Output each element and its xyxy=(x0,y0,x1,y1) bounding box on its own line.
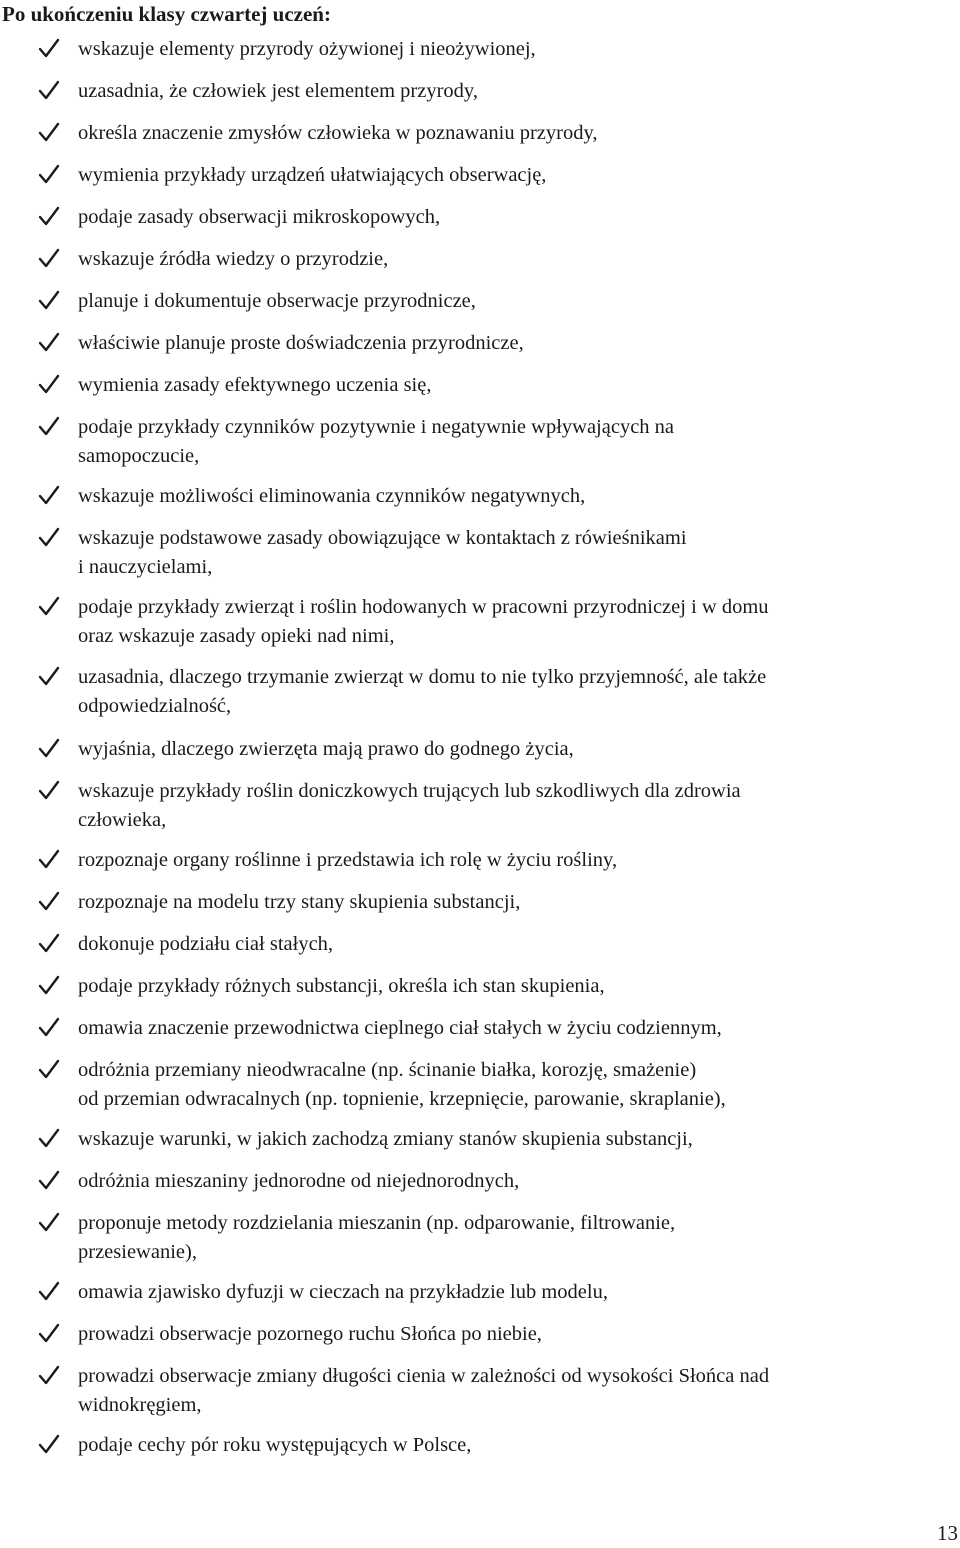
page-number: 13 xyxy=(937,1521,958,1545)
list-item-text xyxy=(78,972,948,1001)
list-item-line: odpowiedzialność, xyxy=(78,695,232,717)
list-item-line: wymienia zasady efektywnego uczenia się, xyxy=(78,374,432,396)
checkmark-icon xyxy=(38,484,60,506)
list-item-line: wskazuje źródła wiedzy o przyrodzie, xyxy=(78,248,389,270)
checkmark-icon xyxy=(38,1169,60,1191)
list-item-text xyxy=(78,482,948,511)
list-item-line: wskazuje możliwości eliminowania czynników negatywnych, xyxy=(78,485,586,507)
checkmark-icon xyxy=(38,737,60,759)
list-item-text xyxy=(78,329,948,358)
checkmark-icon xyxy=(38,289,60,311)
list-item-line: wskazuje elementy przyrody ożywionej i nieożywionej, xyxy=(78,38,536,60)
list-item-line: wskazuje warunki, w jakich zachodzą zmiany stanów skupienia substancji, xyxy=(78,1128,693,1150)
list-item-line: uzasadnia, że człowiek jest elementem przyrody, xyxy=(78,80,478,102)
checkmark-icon xyxy=(38,779,60,801)
checkmark-icon xyxy=(38,1322,60,1344)
list-item-line: wyjaśnia, dlaczego zwierzęta mają prawo do godnego życia, xyxy=(78,738,574,760)
list-item-text xyxy=(78,1014,948,1043)
checkmark-icon xyxy=(38,121,60,143)
list-item-line: dokonuje podziału ciał stałych, xyxy=(78,933,334,955)
list-item-line: podaje zasady obserwacji mikroskopowych, xyxy=(78,206,441,228)
list-item-line: od przemian odwracalnych (np. topnienie, krzepnięcie, parowanie, skraplanie), xyxy=(78,1088,726,1110)
list-item-text xyxy=(78,77,948,106)
list-item-line: samopoczucie, xyxy=(78,445,200,467)
checkmark-icon xyxy=(38,665,60,687)
list-item-text xyxy=(78,1167,948,1196)
list-item-text xyxy=(78,593,948,651)
list-item-line: wymienia przykłady urządzeń ułatwiających obserwację, xyxy=(78,164,547,186)
checkmark-icon xyxy=(38,373,60,395)
checkmark-icon xyxy=(38,890,60,912)
list-item-text xyxy=(78,735,948,764)
checkmark-icon xyxy=(38,1211,60,1233)
list-item-text xyxy=(78,1431,948,1460)
checkmark-icon xyxy=(38,974,60,996)
list-item-text xyxy=(78,846,948,875)
checkmark-icon xyxy=(38,526,60,548)
list-item-line: właściwie planuje proste doświadczenia przyrodnicze, xyxy=(78,332,524,354)
list-item-text xyxy=(78,1362,948,1420)
list-item-line: przesiewanie), xyxy=(78,1241,197,1263)
list-item-line: proponuje metody rozdzielania mieszanin (np. odparowanie, filtrowanie, xyxy=(78,1212,676,1234)
list-item-text xyxy=(78,663,948,721)
list-item-text xyxy=(78,1056,948,1114)
list-item-text xyxy=(78,413,948,471)
list-item-text xyxy=(78,35,948,64)
list-item-line: odróżnia przemiany nieodwracalne (np. ścinanie białka, korozję, smażenie) xyxy=(78,1059,697,1081)
checkmark-icon xyxy=(38,1280,60,1302)
list-item-text xyxy=(78,930,948,959)
checkmark-icon xyxy=(38,205,60,227)
list-item-line: rozpoznaje na modelu trzy stany skupienia substancji, xyxy=(78,891,521,913)
list-item-line: rozpoznaje organy roślinne i przedstawia ich rolę w życiu rośliny, xyxy=(78,849,618,871)
list-item-line: uzasadnia, dlaczego trzymanie zwierząt w domu to nie tylko przyjemność, ale także xyxy=(78,666,767,688)
list-item-text xyxy=(78,1320,948,1349)
list-item-text xyxy=(78,371,948,400)
list-item-text xyxy=(78,888,948,917)
list-item-line: określa znaczenie zmysłów człowieka w poznawaniu przyrody, xyxy=(78,122,598,144)
list-item-line: i nauczycielami, xyxy=(78,556,213,578)
list-item-line: omawia znaczenie przewodnictwa cieplnego ciał stałych w życiu codziennym, xyxy=(78,1017,722,1039)
checkmark-icon xyxy=(38,1058,60,1080)
checkmark-icon xyxy=(38,37,60,59)
document-heading: Po ukończeniu klasy czwartej uczeń: xyxy=(2,2,331,26)
list-item-text xyxy=(78,1125,948,1154)
list-item-line: wskazuje podstawowe zasady obowiązujące w kontaktach z rówieśnikami xyxy=(78,527,687,549)
checkmark-icon xyxy=(38,331,60,353)
checkmark-icon xyxy=(38,415,60,437)
list-item-line: podaje przykłady zwierząt i roślin hodowanych w pracowni przyrodniczej i w domu xyxy=(78,596,769,618)
list-item-line: widnokręgiem, xyxy=(78,1394,202,1416)
checkmark-icon xyxy=(38,1433,60,1455)
list-item-text xyxy=(78,287,948,316)
list-item-line: człowieka, xyxy=(78,809,167,831)
list-item-text xyxy=(78,777,948,835)
checkmark-icon xyxy=(38,848,60,870)
checkmark-icon xyxy=(38,595,60,617)
list-item-line: podaje cechy pór roku występujących w Polsce, xyxy=(78,1434,472,1456)
checkmark-icon xyxy=(38,1364,60,1386)
checkmark-icon xyxy=(38,247,60,269)
list-item-line: podaje przykłady różnych substancji, określa ich stan skupienia, xyxy=(78,975,605,997)
list-item-line: planuje i dokumentuje obserwacje przyrodnicze, xyxy=(78,290,476,312)
list-item-text xyxy=(78,119,948,148)
list-item-line: prowadzi obserwacje zmiany długości cienia w zależności od wysokości Słońca nad xyxy=(78,1365,770,1387)
list-item-line: prowadzi obserwacje pozornego ruchu Słońca po niebie, xyxy=(78,1323,542,1345)
list-item-line: oraz wskazuje zasady opieki nad nimi, xyxy=(78,625,395,647)
list-item-line: odróżnia mieszaniny jednorodne od niejednorodnych, xyxy=(78,1170,520,1192)
checkmark-icon xyxy=(38,79,60,101)
list-item-line: omawia zjawisko dyfuzji w cieczach na przykładzie lub modelu, xyxy=(78,1281,608,1303)
checkmark-icon xyxy=(38,163,60,185)
checkmark-icon xyxy=(38,1127,60,1149)
checkmark-icon xyxy=(38,1016,60,1038)
list-item-line: podaje przykłady czynników pozytywnie i negatywnie wpływających na xyxy=(78,416,675,438)
list-item-text xyxy=(78,203,948,232)
list-item-text xyxy=(78,245,948,274)
list-item-text xyxy=(78,524,948,582)
list-item-line: wskazuje przykłady roślin doniczkowych trujących lub szkodliwych dla zdrowia xyxy=(78,780,741,802)
checkmark-icon xyxy=(38,932,60,954)
list-item-text xyxy=(78,1278,948,1307)
list-item-text xyxy=(78,1209,948,1267)
list-item-text xyxy=(78,161,948,190)
